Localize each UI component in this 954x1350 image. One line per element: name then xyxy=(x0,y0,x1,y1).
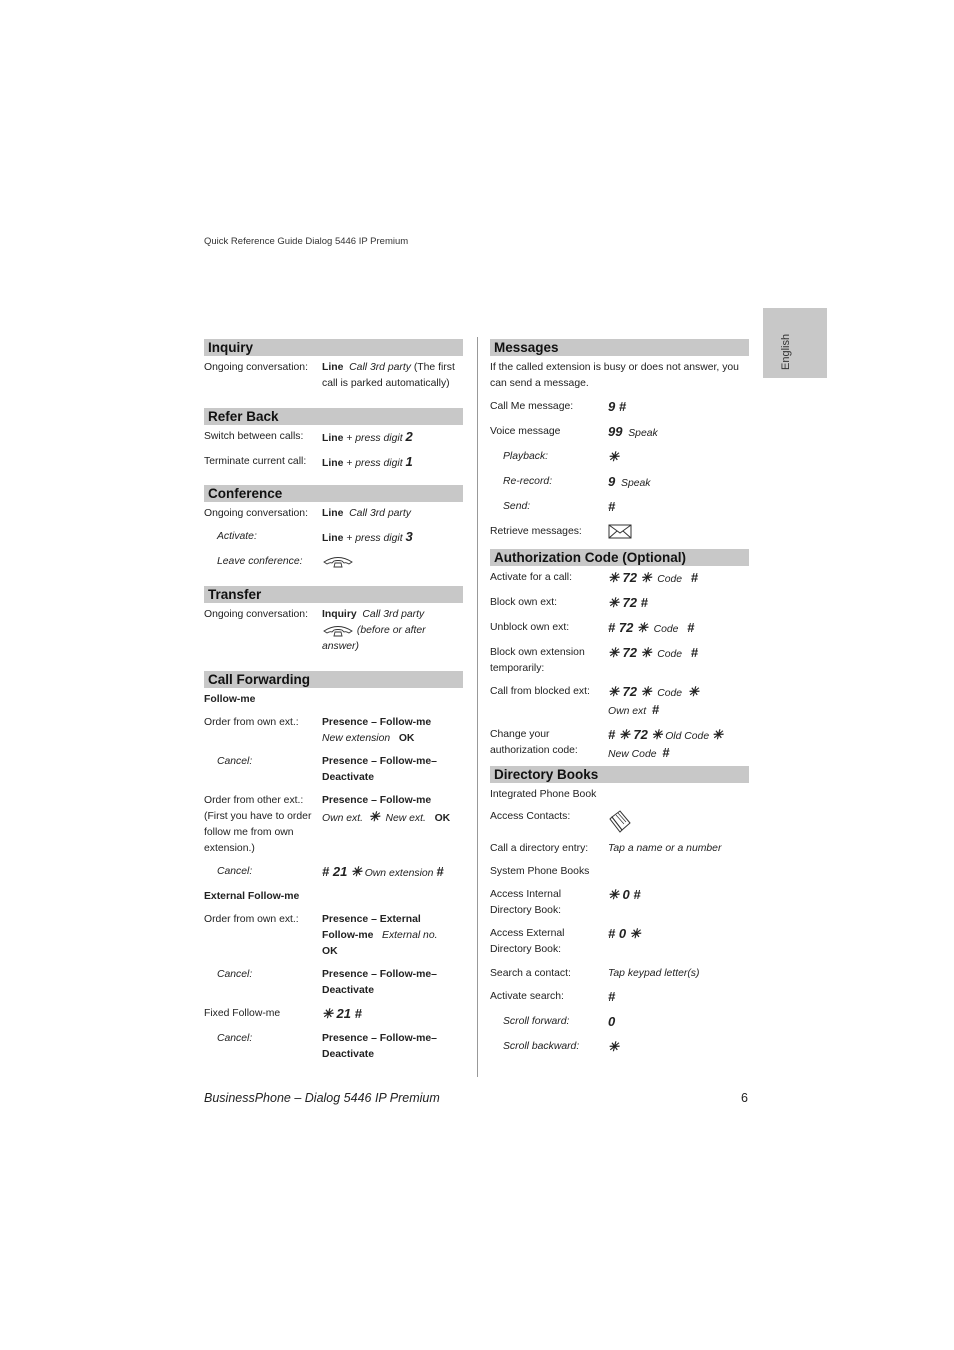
phonebook-icon xyxy=(608,809,632,833)
note: (The first xyxy=(413,362,455,373)
row-value xyxy=(322,912,463,960)
row-value xyxy=(322,554,463,570)
instr: Code xyxy=(653,624,679,635)
row-label: Fixed Follow-me xyxy=(204,1008,281,1019)
row-label: Order from own ext.: xyxy=(204,914,299,925)
row-value xyxy=(322,967,463,999)
row xyxy=(204,554,463,570)
label-line: Access Internal xyxy=(490,889,562,900)
code: # xyxy=(687,620,695,635)
label-line: extension.) xyxy=(204,843,255,854)
row xyxy=(490,926,749,958)
instr: Tap keypad letter(s) xyxy=(608,968,700,979)
row-label: Access Contacts: xyxy=(490,811,571,822)
instr: Speak xyxy=(628,428,658,439)
row-value xyxy=(322,529,463,547)
row-value xyxy=(322,864,463,882)
intro-text xyxy=(490,360,749,392)
row xyxy=(490,1039,749,1057)
key: Presence – Follow-me– xyxy=(322,756,437,767)
instr: Own extension xyxy=(364,868,434,879)
instr: Code xyxy=(657,574,683,585)
row-label: Ongoing conversation: xyxy=(204,609,308,620)
subheading: System Phone Books xyxy=(490,866,590,877)
row-value xyxy=(608,499,749,517)
row xyxy=(490,645,749,677)
key-line: Line xyxy=(322,433,344,444)
instr: Old Code xyxy=(665,731,710,742)
row-label xyxy=(490,887,608,919)
section-title: Authorization Code (Optional) xyxy=(490,549,749,566)
section-title: Messages xyxy=(490,339,749,356)
language-tab-label: English xyxy=(780,333,792,370)
code: ✳ xyxy=(608,449,619,464)
row-label: Playback: xyxy=(503,451,549,462)
row-value xyxy=(608,424,749,442)
instr: (before or after xyxy=(356,625,426,636)
row xyxy=(204,793,463,857)
row xyxy=(490,360,749,392)
handset-on-hook-icon xyxy=(322,624,354,637)
code: 9 xyxy=(608,474,616,489)
row-value xyxy=(608,1014,749,1032)
code: ✳ 72 ✳ xyxy=(608,570,652,585)
star-key: ✳ xyxy=(368,809,380,824)
code: # xyxy=(690,645,698,660)
row-value xyxy=(322,754,463,786)
inquiry-section xyxy=(204,339,463,408)
refer-back-section xyxy=(204,408,463,485)
key: Presence – External xyxy=(322,914,421,925)
digit: 2 xyxy=(405,429,413,444)
instr: Own ext. xyxy=(322,813,363,824)
instr: External no. xyxy=(382,930,438,941)
row-value xyxy=(608,684,749,720)
row-value xyxy=(608,727,749,763)
key-line: Line xyxy=(322,508,344,519)
row-label: Retrieve messages: xyxy=(490,526,582,537)
row-label: Search a contact: xyxy=(490,968,571,979)
row-value xyxy=(608,989,749,1007)
instr: Code xyxy=(657,688,683,699)
code: # xyxy=(436,864,444,879)
row xyxy=(204,1031,463,1063)
label-line: Access External xyxy=(490,928,565,939)
label-line: Block own extension xyxy=(490,647,585,658)
key-ok: OK xyxy=(322,946,338,957)
row-value xyxy=(608,645,749,677)
instr: Tap a name or a number xyxy=(608,843,722,854)
row-value xyxy=(608,966,749,982)
code: # xyxy=(662,745,670,760)
right-column xyxy=(490,339,749,1057)
key-line: Line xyxy=(322,533,344,544)
row-value xyxy=(322,1031,463,1063)
label-line: Directory Book: xyxy=(490,905,562,916)
text-line: If the called extension is busy or does not answer, you xyxy=(490,362,739,373)
row-label: Call Me message: xyxy=(490,401,574,412)
authorization-section xyxy=(490,549,749,766)
row-value xyxy=(322,607,463,655)
row-value xyxy=(608,1039,749,1057)
section-title: Conference xyxy=(204,485,463,502)
label-line: Change your xyxy=(490,729,550,740)
row-value xyxy=(322,1006,463,1024)
code: # xyxy=(608,989,616,1004)
key: Deactivate xyxy=(322,985,374,996)
code: ✳ xyxy=(687,684,699,699)
row-label: Block own ext: xyxy=(490,597,557,608)
section-title: Inquiry xyxy=(204,339,463,356)
label-line: Order from other ext.: xyxy=(204,795,304,806)
key: Deactivate xyxy=(322,1049,374,1060)
row-value xyxy=(608,620,749,638)
row xyxy=(204,454,463,472)
instr: New ext. xyxy=(385,813,426,824)
document-header: Quick Reference Guide Dialog 5446 IP Premium xyxy=(204,236,409,247)
row-label: Voice message xyxy=(490,426,561,437)
row xyxy=(490,524,749,540)
code: ✳ 72 ✳ xyxy=(608,684,652,699)
row-label: Activate: xyxy=(217,531,257,542)
code: # 0 ✳ xyxy=(608,926,641,941)
row-label xyxy=(490,926,608,958)
row xyxy=(204,1006,463,1024)
section-title: Refer Back xyxy=(204,408,463,425)
instr: + press digit xyxy=(346,433,403,444)
label-line: (First you have to order xyxy=(204,811,312,822)
label-line: follow me from own xyxy=(204,827,294,838)
key: Presence – Follow-me– xyxy=(322,969,437,980)
row xyxy=(490,887,749,919)
row-label: Call a directory entry: xyxy=(490,843,589,854)
row-label: Scroll forward: xyxy=(503,1016,570,1027)
instr: + press digit xyxy=(346,533,403,544)
row xyxy=(490,727,749,763)
instr: New extension xyxy=(322,733,391,744)
row xyxy=(490,989,749,1007)
row xyxy=(204,715,463,747)
row-label: Terminate current call: xyxy=(204,456,307,467)
instr: + press digit xyxy=(346,458,403,469)
row xyxy=(490,620,749,638)
section-title: Directory Books xyxy=(490,766,749,783)
row xyxy=(490,570,749,588)
instr: answer) xyxy=(322,641,359,652)
code: # xyxy=(690,570,698,585)
key-line: Line xyxy=(322,362,344,373)
row-value xyxy=(322,454,463,472)
instr: Own ext xyxy=(608,706,647,717)
row xyxy=(490,595,749,613)
code: ✳ xyxy=(608,1039,619,1054)
row xyxy=(204,506,463,522)
row-value xyxy=(608,570,749,588)
language-tab xyxy=(763,308,827,378)
row-label: Unblock own ext: xyxy=(490,622,570,633)
row xyxy=(204,912,463,960)
column-divider xyxy=(477,337,478,1077)
key: Follow-me xyxy=(322,930,374,941)
subheading: External Follow-me xyxy=(204,891,300,902)
row xyxy=(490,1014,749,1032)
messages-section xyxy=(490,339,749,549)
row-label: Ongoing conversation: xyxy=(204,508,308,519)
row-value xyxy=(608,809,749,833)
row-label: Call from blocked ext: xyxy=(490,686,590,697)
digit: 1 xyxy=(405,454,413,469)
row xyxy=(490,809,749,833)
row-value xyxy=(322,429,463,447)
code: 9 # xyxy=(608,399,627,414)
transfer-section xyxy=(204,586,463,671)
note: call is parked automatically) xyxy=(322,378,450,389)
row-value xyxy=(608,399,749,417)
directory-books-section xyxy=(490,766,749,1057)
row-value xyxy=(322,793,463,857)
conference-section xyxy=(204,485,463,586)
code: ✳ 72 ✳ xyxy=(608,645,652,660)
row-value xyxy=(322,360,463,392)
row-value xyxy=(608,524,749,540)
subheading: Follow-me xyxy=(204,694,256,705)
row-label: Cancel: xyxy=(217,866,253,877)
key-inquiry: Inquiry xyxy=(322,609,357,620)
row xyxy=(490,841,749,857)
section-title: Transfer xyxy=(204,586,463,603)
row xyxy=(204,864,463,882)
code: # 72 ✳ xyxy=(608,620,648,635)
key: Deactivate xyxy=(322,772,374,783)
row xyxy=(490,449,749,467)
page-number: 6 xyxy=(741,1091,748,1105)
envelope-icon xyxy=(608,524,632,539)
code: # xyxy=(608,499,616,514)
row-label: Scroll backward: xyxy=(503,1041,580,1052)
row-label: Switch between calls: xyxy=(204,431,304,442)
code: ✳ 0 # xyxy=(608,887,641,902)
code: ✳ 21 # xyxy=(322,1006,362,1021)
row-value xyxy=(608,449,749,467)
key-line: Line xyxy=(322,458,344,469)
row-label: Re-record: xyxy=(503,476,553,487)
row xyxy=(490,499,749,517)
code: 99 xyxy=(608,424,623,439)
label-line: Directory Book: xyxy=(490,944,562,955)
footer-title: BusinessPhone – Dialog 5446 IP Premium xyxy=(204,1091,440,1105)
key-ok: OK xyxy=(398,733,415,744)
label-line: temporarily: xyxy=(490,663,545,674)
row xyxy=(204,360,463,392)
key: Presence – Follow-me xyxy=(322,717,432,728)
key: Presence – Follow-me xyxy=(322,795,432,806)
label-line: authorization code: xyxy=(490,745,578,756)
left-column xyxy=(204,339,463,1063)
text-line: can send a message. xyxy=(490,378,589,389)
row xyxy=(490,684,749,720)
digit: 3 xyxy=(405,529,413,544)
row-label xyxy=(490,645,608,677)
row xyxy=(204,607,463,655)
key-ok: OK xyxy=(434,813,451,824)
instr: Call 3rd party xyxy=(349,508,411,519)
row xyxy=(204,967,463,999)
call-forwarding-section xyxy=(204,671,463,1063)
code: ✳ xyxy=(712,727,723,742)
instr: Speak xyxy=(621,478,651,489)
row-value xyxy=(608,595,749,613)
row-label xyxy=(490,727,608,763)
code: 0 xyxy=(608,1014,616,1029)
row xyxy=(204,754,463,786)
key: Presence – Follow-me– xyxy=(322,1033,437,1044)
instr: Call 3rd party xyxy=(362,609,425,620)
instr: Code xyxy=(657,649,683,660)
code: # ✳ 72 ✳ xyxy=(608,727,663,742)
section-title: Call Forwarding xyxy=(204,671,463,688)
row xyxy=(204,429,463,447)
row xyxy=(490,966,749,982)
row-label: Cancel: xyxy=(217,756,253,767)
instr: New Code xyxy=(608,749,657,760)
row-label: Leave conference: xyxy=(217,556,303,567)
row-label: Cancel: xyxy=(217,1033,253,1044)
instr: Call 3rd party xyxy=(349,362,411,373)
handset-on-hook-icon xyxy=(322,555,354,568)
row-value xyxy=(608,926,749,958)
row-value xyxy=(608,474,749,492)
row xyxy=(490,399,749,417)
row xyxy=(490,424,749,442)
row-label: Activate for a call: xyxy=(490,572,573,583)
row-value xyxy=(322,715,463,747)
code: # 21 ✳ xyxy=(322,864,362,879)
row-label: Send: xyxy=(503,501,531,512)
row-label xyxy=(204,793,322,857)
row-value xyxy=(322,506,463,522)
row-label: Activate search: xyxy=(490,991,564,1002)
row-value xyxy=(608,841,749,857)
row-label: Order from own ext.: xyxy=(204,717,299,728)
row-label: Cancel: xyxy=(217,969,253,980)
row xyxy=(204,529,463,547)
code: # xyxy=(651,702,660,717)
subheading: Integrated Phone Book xyxy=(490,789,597,800)
row-label: Ongoing conversation: xyxy=(204,362,308,373)
code: ✳ 72 # xyxy=(608,595,648,610)
row-value xyxy=(608,887,749,919)
row xyxy=(490,474,749,492)
